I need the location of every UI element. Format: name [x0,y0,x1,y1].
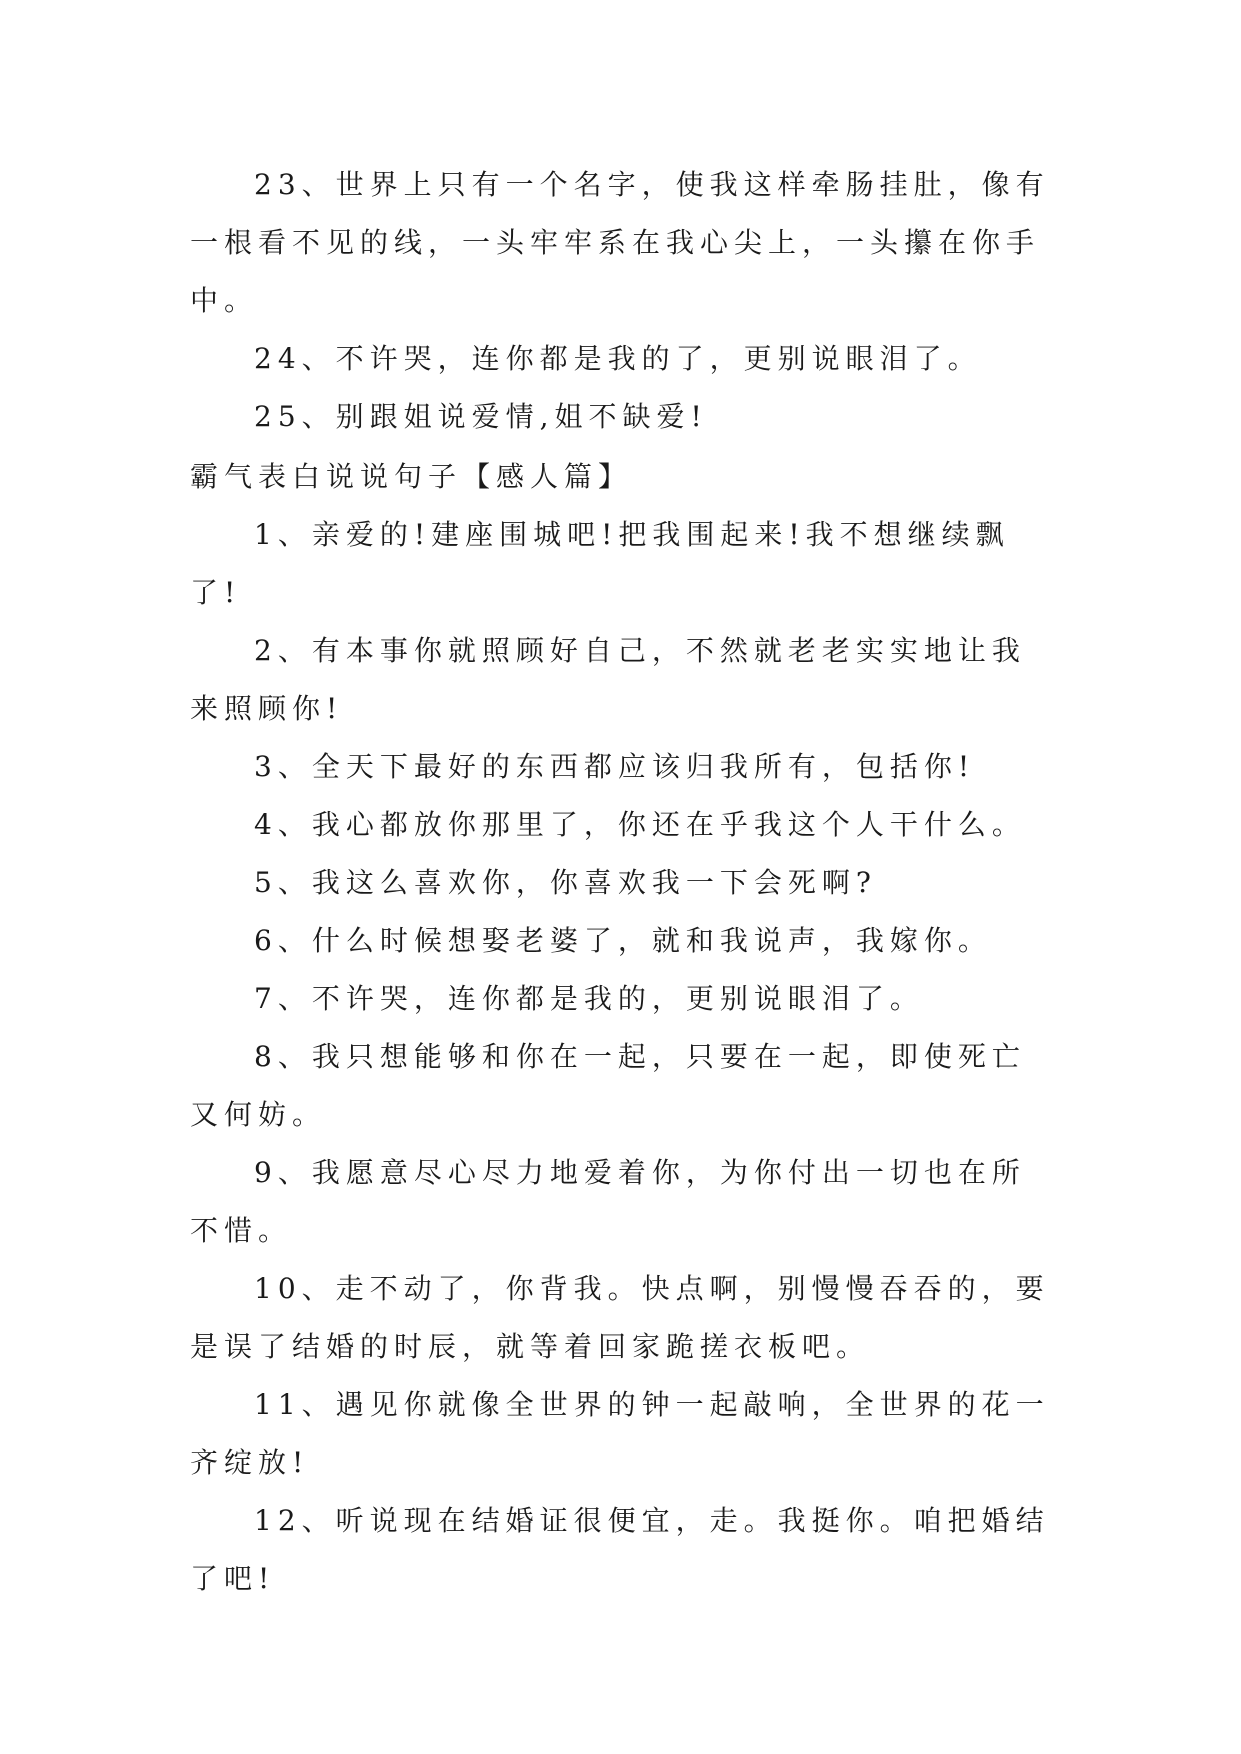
paragraph-5: 5、我这么喜欢你，你喜欢我一下会死啊? [254,866,877,899]
section-heading: 霸气表白说说句子【感人篇】 [190,460,633,493]
paragraph-10: 10、走不动了，你背我。快点啊，别慢慢吞吞的，要是误了结婚的时辰，就等着回家跪搓衣板吧。 [190,1272,1050,1363]
paragraph-24: 24、不许哭，连你都是我的了，更别说眼泪了。 [254,342,982,375]
paragraph-7: 7、不许哭，连你都是我的，更别说眼泪了。 [254,982,924,1015]
top-paragraphs [190,156,1050,446]
paragraph-12: 12、听说现在结婚证很便宜，走。我挺你。咱把婚结了吧! [190,1504,1050,1595]
paragraph-11: 11、遇见你就像全世界的钟一起敲响，全世界的花一齐绽放! [190,1388,1050,1479]
paragraph-8: 8、我只想能够和你在一起，只要在一起，即使死亡又何妨。 [190,1040,1026,1131]
paragraph-2: 2、有本事你就照顾好自己，不然就老老实实地让我来照顾你! [190,634,1026,725]
paragraph-23: 23、世界上只有一个名字，使我这样牵肠挂肚，像有一根看不见的线，一头牢牢系在我心尖上，一头攥在你手中。 [190,168,1050,317]
paragraph-3: 3、全天下最好的东西都应该归我所有，包括你! [254,750,976,783]
paragraph-1: 1、亲爱的!建座围城吧!把我围起来!我不想继续飘了! [190,518,1010,609]
paragraph-9: 9、我愿意尽心尽力地爱着你，为你付出一切也在所不惜。 [190,1156,1026,1247]
paragraph-25: 25、别跟姐说爱情,姐不缺爱! [254,400,708,433]
paragraph-6: 6、什么时候想娶老婆了，就和我说声，我嫁你。 [254,924,992,957]
paragraph-4: 4、我心都放你那里了，你还在乎我这个人干什么。 [254,808,1026,841]
main-section [190,448,1050,1608]
